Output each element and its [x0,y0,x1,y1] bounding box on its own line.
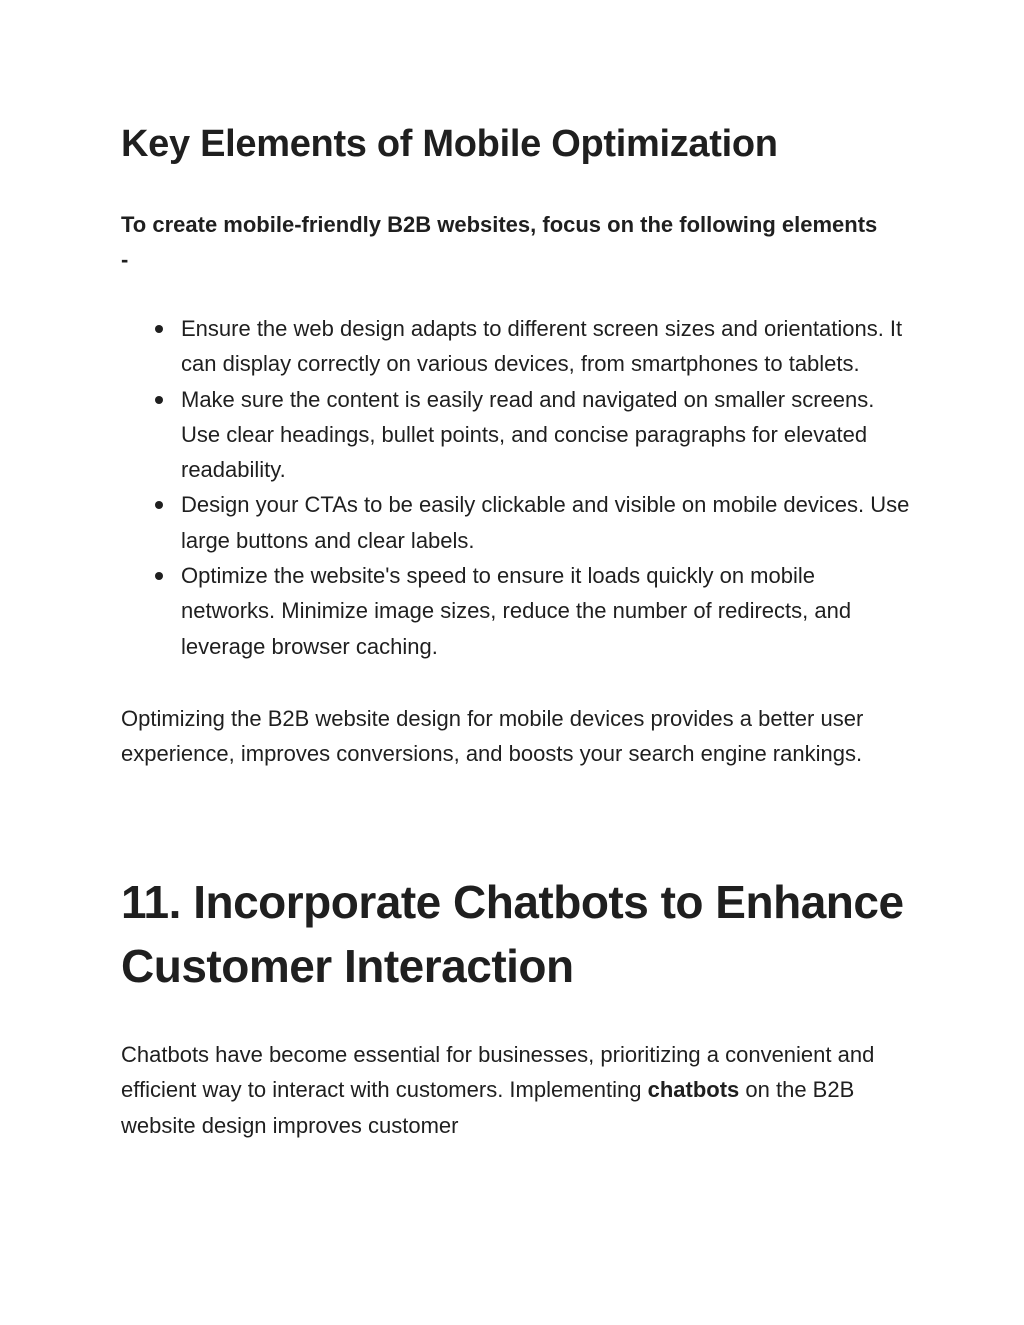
chatbots-bold-term: chatbots [647,1077,740,1103]
list-item [121,382,911,488]
list-item-text: Ensure the web design adapts to different screen sizes and orientations. It can display correctly on various devices, from smartphones to tablets. [181,316,903,377]
bullet-icon [155,325,163,333]
section-heading-chatbots: 11. Incorporate Chatbots to Enhance Customer Interaction [121,876,904,992]
list-item-text: Make sure the content is easily read and navigated on smaller screens. Use clear headings, bullet points, and concise paragraphs for elevated readability. [181,386,875,483]
bullet-list [121,311,911,664]
bullet-icon [155,501,163,509]
bullet-icon [155,396,163,404]
list-item [121,558,911,664]
chatbots-paragraph [121,1037,921,1143]
list-item-text: Optimize the website's speed to ensure it loads quickly on mobile networks. Minimize image sizes, reduce the number of redirects, and leverage browser caching. [181,563,852,659]
intro-text: To create mobile-friendly B2B websites, focus on the following elements - [121,212,878,272]
section-heading-mobile-optimization: Key Elements of Mobile Optimization [121,123,778,165]
bullet-icon [155,572,163,580]
chatbots-paragraph-start: Chatbots have become essential for businesses, prioritizing a convenient and efficient way to interact with customers. Implementing [121,1042,875,1103]
list-item [121,487,911,558]
summary-paragraph: Optimizing the B2B website design for mobile devices provides a better user experience, improves conversions, and boosts your search engine rankings. [121,706,864,767]
chatbots-paragraph-end: on the B2B website design improves customer [121,1077,855,1138]
list-item-text: Design your CTAs to be easily clickable and visible on mobile devices. Use large buttons and clear labels. [181,492,910,553]
list-item [121,311,911,382]
